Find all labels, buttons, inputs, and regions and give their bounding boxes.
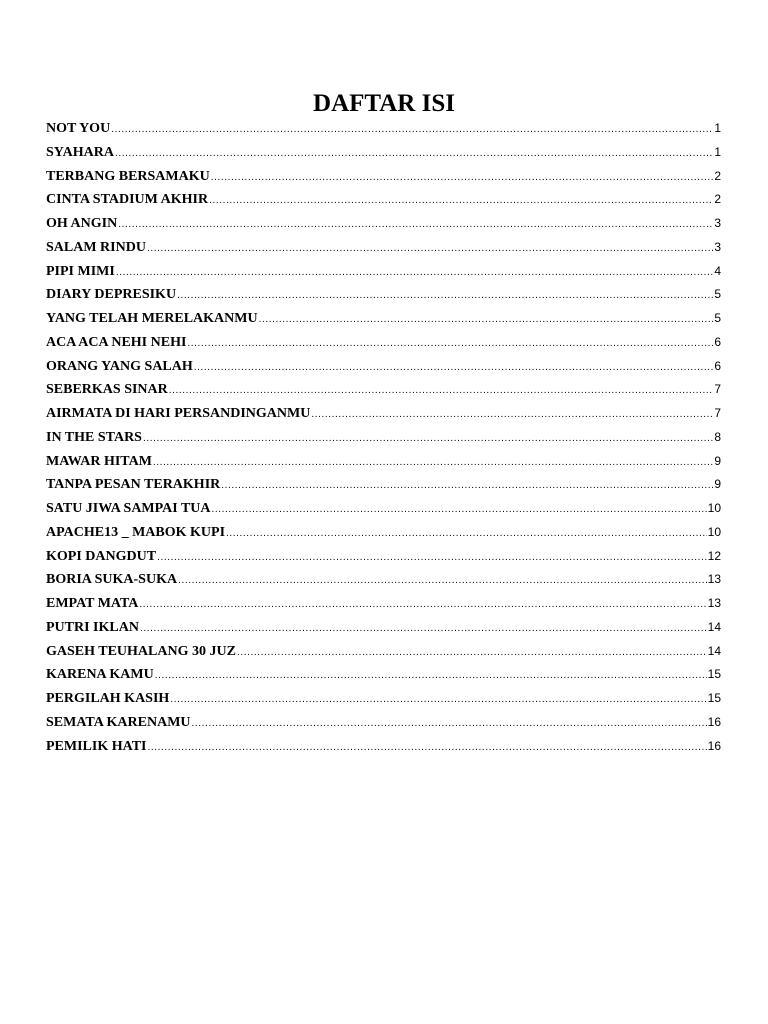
- toc-entry-title: SEBERKAS SINAR: [46, 382, 168, 398]
- toc-entry-page-number: 5: [714, 311, 721, 325]
- toc-entry[interactable]: [46, 497, 721, 521]
- toc-dot-leader: [212, 498, 707, 522]
- toc-dot-leader: [157, 546, 707, 570]
- toc-entry[interactable]: [46, 331, 721, 355]
- toc-entry-page-number: 16: [707, 738, 721, 753]
- toc-entry-page-number: 14: [707, 619, 721, 634]
- toc-dot-leader: [178, 569, 707, 593]
- toc-entry[interactable]: [46, 236, 721, 260]
- toc-entry-page-number: 3: [714, 239, 721, 254]
- toc-entry-title: BORIA SUKA-SUKA: [46, 572, 178, 588]
- toc-entry[interactable]: [46, 355, 721, 379]
- toc-entry-title: SEMATA KARENAMU: [46, 714, 191, 730]
- toc-entry[interactable]: [46, 117, 721, 141]
- toc-entry-page-number: 1: [714, 144, 721, 159]
- toc-entry-page-number: 4: [714, 263, 721, 278]
- toc-entry-title: NOT YOU: [46, 121, 111, 136]
- toc-entry-page-number: 8: [714, 429, 721, 444]
- toc-entry-page-number: 2: [714, 192, 721, 207]
- toc-entry-page-number: 7: [714, 406, 721, 420]
- toc-dot-leader: [209, 189, 713, 213]
- toc-entry-title: SYAHARA: [46, 144, 114, 160]
- toc-dot-leader: [155, 664, 707, 688]
- toc-entry-title: IN THE STARS: [46, 429, 142, 445]
- toc-entry-page-number: 10: [707, 501, 721, 515]
- toc-dot-leader: [194, 356, 714, 380]
- toc-dot-leader: [147, 237, 713, 261]
- toc-entry-page-number: 15: [707, 667, 721, 682]
- toc-dot-leader: [226, 522, 707, 546]
- toc-entry-title: DIARY DEPRESIKU: [46, 287, 177, 303]
- toc-entry-title: EMPAT MATA: [46, 596, 139, 611]
- toc-entry-page-number: 7: [714, 382, 721, 397]
- toc-entry-title: SALAM RINDU: [46, 239, 146, 255]
- toc-entry-page-number: 16: [707, 714, 721, 729]
- toc-entry-title: AIRMATA DI HARI PERSANDINGANMU: [46, 406, 311, 421]
- toc-entry-title: ORANG YANG SALAH: [46, 358, 193, 374]
- toc-entry-page-number: 1: [714, 121, 721, 135]
- toc-dot-leader: [211, 166, 714, 190]
- toc-entry-title: PERGILAH KASIH: [46, 691, 170, 706]
- toc-entry[interactable]: [46, 141, 721, 165]
- toc-entry[interactable]: [46, 687, 721, 711]
- toc-entry[interactable]: [46, 616, 721, 640]
- toc-entry-title: OH ANGIN: [46, 216, 118, 231]
- toc-entry[interactable]: [46, 188, 721, 212]
- toc-entry[interactable]: [46, 735, 721, 759]
- toc-entry[interactable]: [46, 640, 721, 664]
- toc-entry-page-number: 9: [714, 477, 721, 492]
- toc-entry[interactable]: [46, 378, 721, 402]
- toc-entry-title: TANPA PESAN TERAKHIR: [46, 477, 221, 493]
- toc-entry[interactable]: [46, 473, 721, 497]
- toc-dot-leader: [187, 332, 713, 356]
- toc-dot-leader: [170, 688, 706, 712]
- toc-entry-title: KARENA KAMU: [46, 667, 154, 683]
- toc-entry-title: YANG TELAH MERELAKANMU: [46, 311, 258, 326]
- toc-entry[interactable]: [46, 711, 721, 735]
- toc-entry[interactable]: [46, 663, 721, 687]
- toc-entry-page-number: 5: [714, 287, 721, 302]
- toc-dot-leader: [139, 593, 706, 617]
- toc-dot-leader: [116, 261, 713, 285]
- toc-entry[interactable]: [46, 165, 721, 189]
- toc-entry[interactable]: [46, 545, 721, 569]
- toc-dot-leader: [192, 712, 707, 736]
- toc-entry-page-number: 14: [707, 643, 721, 658]
- toc-entry-title: PUTRI IKLAN: [46, 619, 139, 635]
- table-of-contents: [46, 117, 721, 758]
- toc-entry-page-number: 9: [714, 453, 721, 468]
- toc-dot-leader: [311, 403, 713, 427]
- toc-entry[interactable]: [46, 260, 721, 284]
- toc-entry[interactable]: [46, 307, 721, 331]
- toc-dot-leader: [140, 617, 707, 641]
- toc-entry-page-number: 13: [707, 596, 721, 610]
- toc-entry-page-number: 2: [714, 168, 721, 183]
- toc-dot-leader: [259, 308, 714, 332]
- toc-dot-leader: [177, 284, 713, 308]
- page-title: DAFTAR ISI: [313, 90, 455, 117]
- toc-entry[interactable]: [46, 402, 721, 426]
- toc-dot-leader: [118, 213, 713, 237]
- toc-entry-title: SATU JIWA SAMPAI TUA: [46, 501, 211, 516]
- toc-entry-title: MAWAR HITAM: [46, 453, 152, 469]
- toc-entry-page-number: 3: [714, 216, 721, 230]
- toc-entry[interactable]: [46, 212, 721, 236]
- toc-entry-page-number: 6: [714, 358, 721, 373]
- toc-dot-leader: [153, 451, 713, 475]
- toc-entry-page-number: 6: [714, 334, 721, 349]
- toc-entry-title: GASEH TEUHALANG 30 JUZ: [46, 643, 236, 659]
- toc-entry-title: ACA ACA NEHI NEHI: [46, 334, 187, 350]
- toc-entry-title: TERBANG BERSAMAKU: [46, 168, 210, 184]
- toc-dot-leader: [221, 474, 713, 498]
- toc-entry-title: KOPI DANGDUT: [46, 548, 157, 564]
- toc-entry[interactable]: [46, 592, 721, 616]
- toc-entry[interactable]: [46, 521, 721, 545]
- toc-entry-title: APACHE13 _ MABOK KUPI: [46, 524, 226, 540]
- toc-dot-leader: [115, 142, 713, 166]
- toc-dot-leader: [147, 736, 706, 760]
- toc-entry[interactable]: [46, 283, 721, 307]
- toc-dot-leader: [143, 427, 713, 451]
- toc-dot-leader: [111, 118, 713, 142]
- toc-entry[interactable]: [46, 450, 721, 474]
- toc-entry-title: PEMILIK HATI: [46, 738, 147, 754]
- toc-entry-page-number: 13: [707, 572, 721, 587]
- toc-entry-page-number: 15: [707, 691, 721, 705]
- toc-entry[interactable]: [46, 568, 721, 592]
- toc-entry-page-number: 12: [707, 548, 721, 563]
- toc-dot-leader: [237, 641, 707, 665]
- toc-entry[interactable]: [46, 426, 721, 450]
- toc-entry-title: PIPI MIMI: [46, 263, 115, 279]
- toc-entry-title: CINTA STADIUM AKHIR: [46, 192, 209, 208]
- toc-entry-page-number: 10: [707, 524, 721, 539]
- toc-dot-leader: [169, 379, 714, 403]
